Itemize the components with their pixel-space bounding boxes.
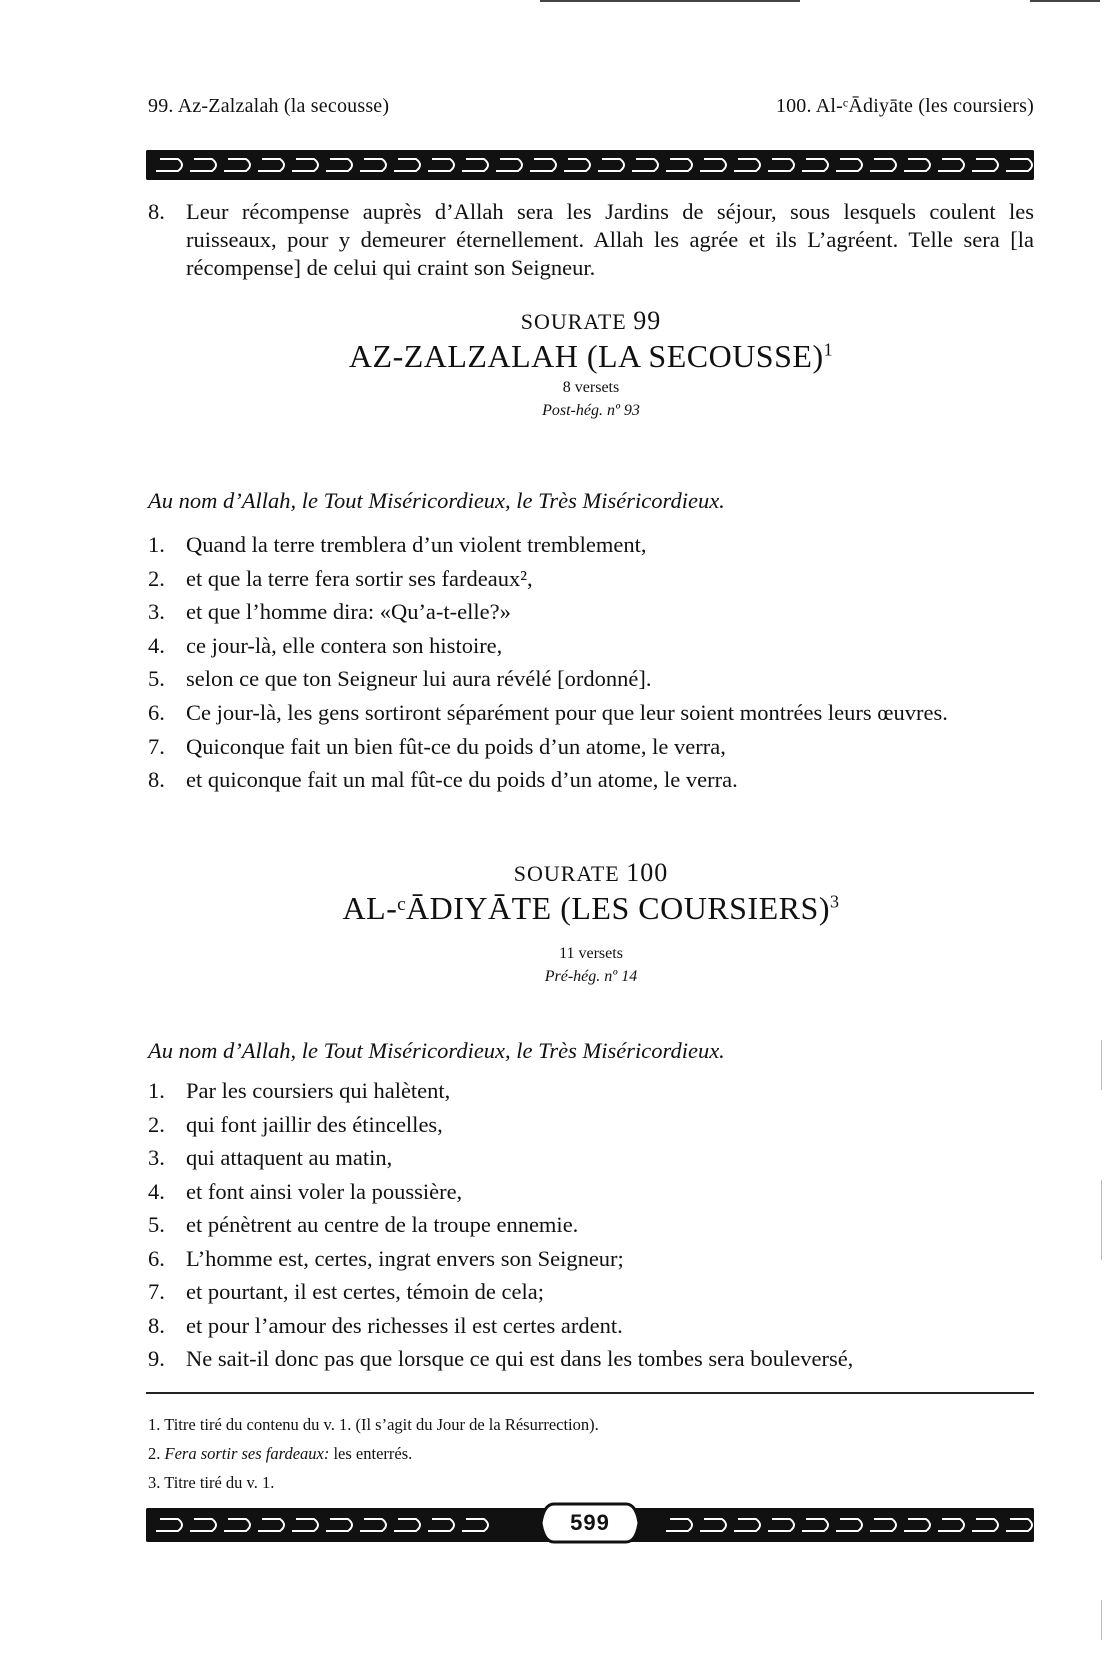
ornamental-band-top <box>146 150 1034 180</box>
previous-surah-verse <box>148 198 1034 282</box>
running-header-right: 100. Al-ᶜĀdiyāte (les coursiers) <box>775 95 1034 117</box>
list-item: 1. Quand la terre tremblera d’un violent tremblement, <box>148 532 647 557</box>
top-scan-rule <box>540 0 800 2</box>
sourate-99-verses <box>148 528 1034 797</box>
running-header <box>148 95 1034 118</box>
list-item: 7. Quiconque fait un bien fût-ce du poids d’un atome, le verra, <box>148 733 726 759</box>
revelation-period: Pré-hég. nº 14 <box>544 968 638 985</box>
chain-ornament-top <box>146 150 1034 180</box>
verse-number: 8. <box>148 199 165 224</box>
list-item: 8. et pour l’amour des richesses il est certes ardent. <box>148 1312 623 1338</box>
list-item: 5. et pénètrent au centre de la troupe ennemie. <box>148 1212 579 1237</box>
sourate-100-verses <box>148 1074 1034 1376</box>
list-item: 9. Ne sait-il donc pas que lorsque ce qui est dans les tombes sera bouleversé, <box>148 1346 854 1371</box>
footnote-ref: 3 <box>829 891 840 912</box>
sourate-number: 100 <box>626 858 669 887</box>
bismillah-100: Au nom d’Allah, le Tout Miséricordieux, le Très Miséricordieux. <box>148 1038 725 1063</box>
sourate-number: 99 <box>633 306 662 335</box>
versets-count: 11 versets <box>559 945 623 962</box>
footnote: 2. Fera sortir ses fardeaux: les enterrés. <box>148 1444 413 1463</box>
list-item: 3. qui attaquent au matin, <box>148 1145 393 1170</box>
versets-count: 8 versets <box>562 379 620 396</box>
footnote: 1. Titre tiré du contenu du v. 1. (Il s’agit du Jour de la Résurrection). <box>148 1415 599 1434</box>
list-item: 4. et font ainsi voler la poussière, <box>148 1178 463 1204</box>
sourate-label: SOURATE 99 <box>520 306 662 335</box>
footnote-divider <box>146 1392 1034 1394</box>
sourate-title: AL-ᶜĀDIYĀTE (LES COURSIERS)$^3$ <box>342 890 840 926</box>
sourate-title: AZ-ZALZALAH (LA SECOUSSE)$^1$ <box>348 338 834 374</box>
list-item: 1. Par les coursiers qui halètent, <box>148 1078 451 1103</box>
footnote-ref: 1 <box>823 339 834 360</box>
scan-margin-mark <box>1101 1040 1102 1090</box>
footnote: 3. Titre tiré du v. 1. <box>148 1473 275 1492</box>
list-item: 2. qui font jaillir des étincelles, <box>148 1111 443 1137</box>
revelation-period: Post-hég. nº 93 <box>542 402 640 419</box>
list-item: 3. et que l’homme dira: «Qu’a-t-elle?» <box>148 599 511 624</box>
list-item: 5. selon ce que ton Seigneur lui aura révélé [ordonné]. <box>148 666 652 691</box>
list-item: 8. et quiconque fait un mal fût-ce du poids d’un atome, le verra. <box>148 767 738 792</box>
list-item: 2. et que la terre fera sortir ses fardeaux², <box>148 565 533 591</box>
list-item: 7. et pourtant, il est certes, témoin de cela; <box>148 1279 544 1304</box>
sourate-99-heading <box>148 306 1034 420</box>
top-scan-rule-right <box>1030 0 1100 2</box>
verse-text: Leur récompense auprès d’Allah sera les Jardins de séjour, sous lesquels coulent les ruisseaux, pour y demeurer éternellement. Allah les agrée et ils L’agréent. Telle sera [la récompense] de celui qui craint son Seigneur. <box>186 199 1034 280</box>
scan-margin-mark <box>1101 1600 1102 1640</box>
sourate-100-heading <box>148 858 1034 986</box>
list-item: 6. L’homme est, certes, ingrat envers son Seigneur; <box>148 1245 624 1271</box>
page-number-cartouche <box>540 1500 640 1546</box>
page-number: 599 <box>570 1510 610 1535</box>
running-header-left: 99. Az-Zalzalah (la secousse) <box>148 95 390 117</box>
footnotes <box>148 1410 1034 1497</box>
list-item: 6. Ce jour-là, les gens sortiront séparément pour que leur soient montrées leurs œuvres. <box>148 699 948 725</box>
scan-margin-mark <box>1101 1180 1102 1260</box>
bismillah-99: Au nom d’Allah, le Tout Miséricordieux, le Très Miséricordieux. <box>148 488 725 513</box>
list-item: 4. ce jour-là, elle contera son histoire, <box>148 632 503 658</box>
sourate-label: SOURATE 100 <box>513 858 669 887</box>
